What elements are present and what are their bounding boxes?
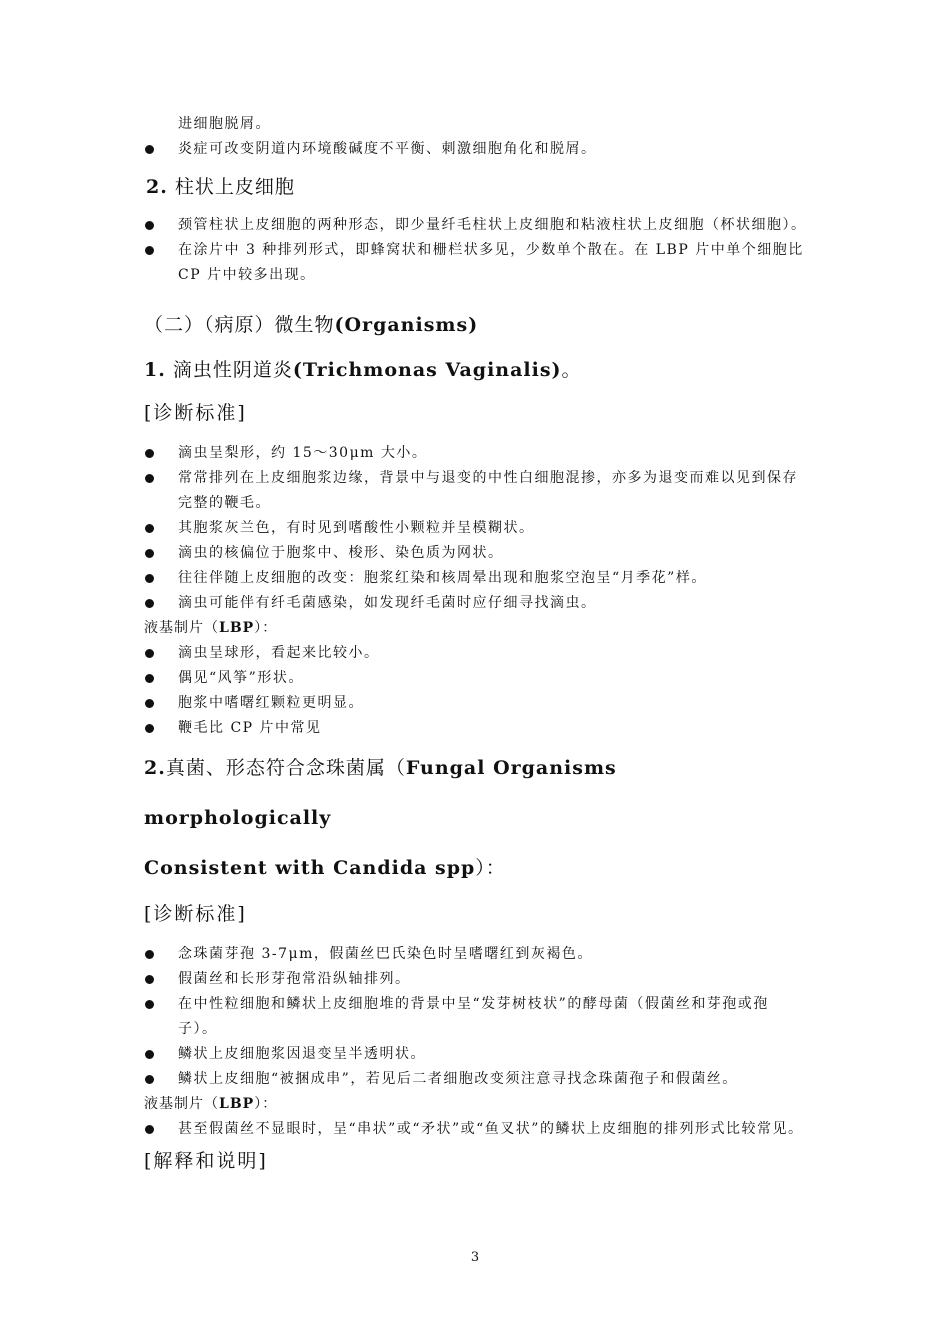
- trich-heading: [144, 355, 808, 382]
- fungal-lbp-bullet-list: [144, 1117, 808, 1142]
- trich-lbp-label: [144, 616, 808, 641]
- trich-heading-cn: 滴虫性阴道炎: [172, 359, 293, 381]
- trich-bullet-list: [144, 441, 808, 616]
- columnar-heading: [146, 172, 808, 199]
- trich-lbp-label-cn: 液基制片（: [144, 620, 219, 636]
- trich-criteria-label: [诊断标准]: [144, 402, 247, 424]
- fungal-lbp-label: [144, 1092, 808, 1117]
- page-number: 3: [470, 1250, 480, 1265]
- list-item: 其胞浆灰兰色，有时见到嗜酸性小颗粒并呈模糊状。: [144, 516, 808, 541]
- trich-heading-tail: 。: [561, 359, 582, 381]
- list-item: 滴虫的核偏位于胞浆中、梭形、染色质为网状。: [144, 541, 808, 566]
- list-item: 炎症可改变阴道内环境酸碱度不平衡、刺激细胞角化和脱屑。: [144, 137, 808, 162]
- trich-lbp-bullet-list: [144, 641, 808, 741]
- organisms-heading-cn: （二）（病原）微生物: [144, 314, 335, 336]
- fungal-lbp-label-cn: 液基制片（: [144, 1096, 219, 1112]
- list-item: 念珠菌芽孢 3-7μm，假菌丝巴氏染色时呈嗜曙红到灰褐色。: [144, 942, 808, 967]
- list-item: 胞浆中嗜曙红颗粒更明显。: [144, 691, 808, 716]
- list-item: 常常排列在上皮细胞浆边缘，背景中与退变的中性白细胞混掺，亦多为退变而难以见到保存完整的鞭毛。: [144, 466, 808, 516]
- list-item: 滴虫可能伴有纤毛菌感染，如发现纤毛菌时应仔细寻找滴虫。: [144, 591, 808, 616]
- fungal-heading-cn: 真菌、形态符合念珠菌属（: [165, 757, 406, 779]
- fungal-heading-tail: ）：: [475, 857, 506, 879]
- trich-heading-number: 1.: [144, 359, 166, 381]
- list-item: 甚至假菌丝不显眼时，呈“串状”或“矛状”或“鱼叉状”的鳞状上皮细胞的排列形式比较常见。: [144, 1117, 808, 1142]
- fungal-heading-number: 2.: [144, 757, 166, 779]
- fungal-bullet-list: [144, 942, 808, 1092]
- fungal-heading-en-2: Consistent with Candida spp: [144, 857, 476, 879]
- fungal-lbp-label-tail: ）：: [254, 1096, 278, 1112]
- fungal-explain-label: [解释和说明]: [144, 1150, 268, 1172]
- list-item: 在涂片中 3 种排列形式，即蜂窝状和栅栏状多见，少数单个散在。在 LBP 片中单个细胞比 CP 片中较多出现。: [144, 238, 808, 288]
- list-item: 鳞状上皮细胞浆因退变呈半透明状。: [144, 1042, 808, 1067]
- intro-bullet-list: [144, 137, 808, 162]
- list-item: 往往伴随上皮细胞的改变：胞浆红染和核周晕出现和胞浆空泡呈“月季花”样。: [144, 566, 808, 591]
- columnar-heading-text: 柱状上皮细胞: [174, 176, 295, 198]
- list-item: 滴虫呈球形，看起来比较小。: [144, 641, 808, 666]
- fungal-heading: [144, 743, 808, 893]
- list-item: 偶见“风筝”形状。: [144, 666, 808, 691]
- list-item: 在中性粒细胞和鳞状上皮细胞堆的背景中呈“发芽树枝状”的酵母菌（假菌丝和芽孢或孢子）。: [144, 992, 808, 1042]
- fungal-lbp-label-en: LBP: [219, 1096, 255, 1112]
- list-item: 假菌丝和长形芽孢常沿纵轴排列。: [144, 967, 808, 992]
- organisms-heading-en: (Organisms): [334, 314, 479, 336]
- trich-lbp-label-en: LBP: [219, 620, 255, 636]
- list-item: 滴虫呈梨形，约 15～30μm 大小。: [144, 441, 808, 466]
- fungal-criteria-label: [诊断标准]: [144, 903, 247, 925]
- list-item: 鳞状上皮细胞“被捆成串”，若见后二者细胞改变须注意寻找念珠菌孢子和假菌丝。: [144, 1067, 808, 1092]
- list-item: 鞭毛比 CP 片中常见: [144, 716, 808, 741]
- columnar-heading-number: 2.: [146, 176, 168, 198]
- trich-lbp-label-tail: ）：: [254, 620, 278, 636]
- organisms-heading: [144, 310, 808, 337]
- columnar-bullet-list: [144, 213, 808, 288]
- fungal-heading-en-1: Fungal Organisms morphologically: [144, 757, 617, 829]
- trich-heading-en: (Trichmonas Vaginalis): [292, 359, 562, 381]
- list-item: 颈管柱状上皮细胞的两种形态，即少量纤毛柱状上皮细胞和粘液柱状上皮细胞（杯状细胞）。: [144, 213, 808, 238]
- intro-continuation: 进细胞脱屑。: [178, 116, 271, 132]
- document-page: [144, 112, 808, 1189]
